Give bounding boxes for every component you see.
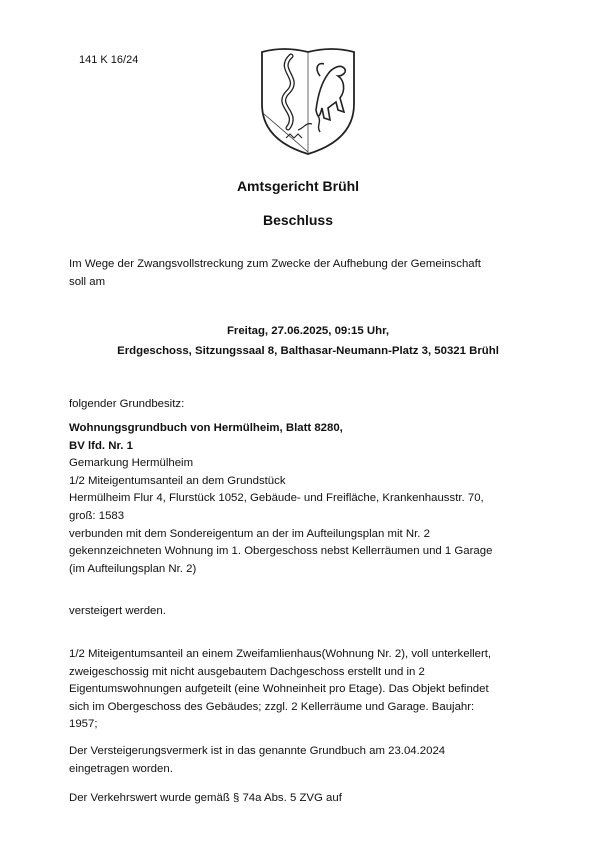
property-bv-number: BV lfd. Nr. 1 (69, 439, 133, 452)
description-line: 1957; (69, 718, 98, 731)
property-line: gekennzeichneten Wohnung im 1. Obergeschoss nebst Kellerräumen und 1 Garage (69, 545, 493, 558)
intro-paragraph (69, 256, 539, 291)
court-name: Amtsgericht Brühl (236, 178, 360, 194)
intro-line: soll am (69, 275, 106, 288)
file-number: 141 K 16/24 (79, 54, 139, 66)
property-line: 1/2 Miteigentumsanteil an dem Grundstück (69, 474, 286, 487)
property-line: (im Aufteilungsplan Nr. 2) (69, 562, 197, 575)
auctioned-statement: versteigert werden. (69, 605, 166, 617)
property-register: Wohnungsgrundbuch von Hermülheim, Blatt 8280, (69, 422, 343, 434)
description-line: zweigeschossig mit nicht ausgebautem Dachgeschoss erstellt und in 2 (69, 665, 425, 678)
appointment-block (40, 322, 576, 361)
registration-note (69, 743, 539, 778)
appointment-location: Erdgeschoss, Sitzungssaal 8, Balthasar-Neumann-Platz 3, 50321 Brühl (117, 344, 499, 357)
appointment-date: Freitag, 27.06.2025, 09:15 Uhr, (226, 325, 390, 337)
nrw-coat-of-arms-icon (258, 46, 358, 156)
market-value-note: Der Verkehrswert wurde gemäß § 74a Abs. 5 ZVG auf (69, 792, 342, 804)
property-line: Hermülheim Flur 4, Flurstück 1052, Gebäude- und Freifläche, Krankenhausstr. 70, (69, 492, 484, 505)
intro-line: Im Wege der Zwangsvollstreckung zum Zwecke der Aufhebung der Gemeinschaft (69, 258, 481, 270)
object-description (69, 646, 539, 734)
description-line: Eigentumswohnungen aufgeteilt (eine Wohneinheit pro Etage). Das Objekt befindet (69, 683, 489, 696)
description-line: 1/2 Miteigentumsanteil an einem Zweifamlienhaus(Wohnung Nr. 2), voll unterkellert, (69, 648, 492, 660)
property-line: verbunden mit dem Sondereigentum an der im Aufteilungsplan mit Nr. 2 (69, 527, 430, 540)
property-label: folgender Grundbesitz: (69, 398, 185, 410)
property-line: Gemarkung Hermülheim (69, 457, 194, 470)
document-title: Beschluss (262, 212, 334, 228)
registration-line: eingetragen worden. (69, 762, 173, 775)
property-block (69, 420, 539, 578)
property-line: groß: 1583 (69, 509, 125, 522)
registration-line: Der Versteigerungsvermerk ist in das genannte Grundbuch am 23.04.2024 (69, 745, 446, 757)
description-line: sich im Obergeschoss des Gebäudes; zzgl. 2 Kellerräume und Garage. Baujahr: (69, 700, 475, 713)
